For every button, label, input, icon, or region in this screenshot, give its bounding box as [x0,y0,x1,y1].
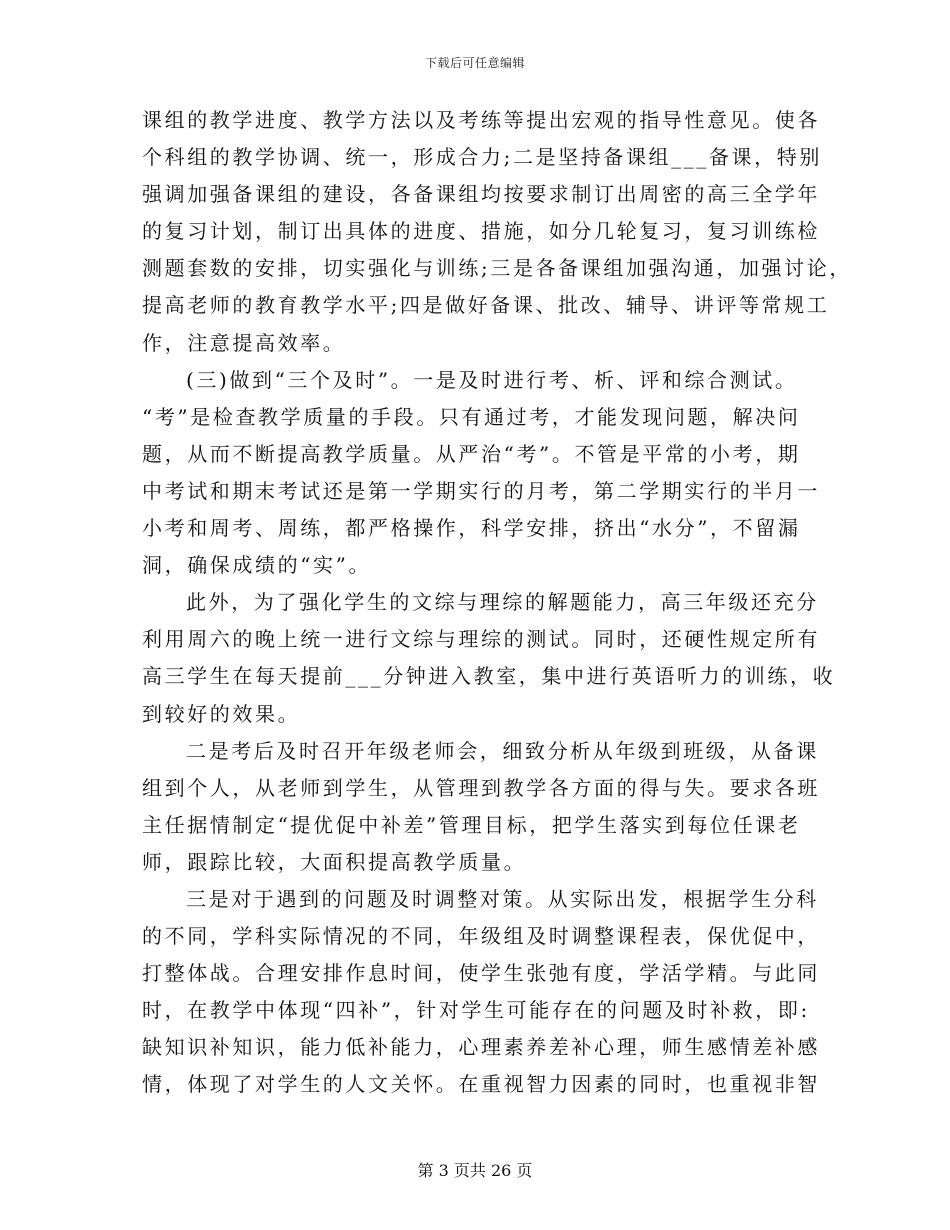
text-line: 高三学生在每天提前___分钟进入教室，集中进行英语听力的训练，收 [142,664,836,689]
text-line: 提高老师的教育教学水平;四是做好备课、批改、辅导、讲评等常规工 [142,293,830,318]
text-line: 作，注意提高效率。 [142,330,346,355]
text-line: 时，在教学中体现“四补”，针对学生可能存在的问题及时补救，即: [142,998,810,1023]
text-line: 中考试和期末考试还是第一学期实行的月考，第二学期实行的半月一 [142,478,820,503]
page-header: 下载后可任意编辑 [424,56,525,70]
body-text [142,102,852,1104]
text-line: 个科组的教学协调、统一，形成合力;二是坚持备课组___备课，特别 [142,145,822,170]
paragraph-start-line: (三)做到“三个及时”。一是及时进行考、析、评和综合测试。 [186,367,798,392]
text-line: 的复习计划，制订出具体的进度、措施，如分几轮复习，复习训练检 [142,219,820,244]
text-line: 打整体战。合理安排作息时间，使学生张弛有度，学活学精。与此同 [142,961,820,986]
text-line: 主任据情制定“提优促中补差”管理目标，把学生落实到每位任课老 [142,812,801,837]
text-line: 情，体现了对学生的人文关怀。在重视智力因素的同时，也重视非智 [142,1072,820,1097]
text-line: 强调加强备课组的建设，各备课组均按要求制订出周密的高三全学年 [142,182,820,207]
text-line: 利用周六的晚上统一进行文综与理综的测试。同时，还硬性规定所有 [142,627,820,652]
text-line: 组到个人，从老师到学生，从管理到教学各方面的得与失。要求各班 [142,775,820,800]
text-line: 师，跟踪比较，大面积提高教学质量。 [142,849,527,874]
text-line: 课组的教学进度、教学方法以及考练等提出宏观的指导性意见。使各 [142,108,820,132]
text-line: “考”是检查教学质量的手段。只有通过考，才能发现问题，解决问 [142,404,801,429]
paragraph-start-line: 三是对于遇到的问题及时调整对策。从实际出发，根据学生分科 [186,886,819,911]
text-line: 小考和周考、周练，都严格操作，科学安排，挤出“水分”，不留漏 [142,516,801,541]
paragraph-start-line: 此外，为了强化学生的文综与理综的解题能力，高三年级还充分 [186,590,819,615]
page-footer: 第 3 页共 26 页 [417,1161,533,1180]
text-line: 测题套数的安排，切实强化与训练;三是各备课组加强沟通，加强讨论， [142,256,852,281]
text-line: 洞，确保成绩的“实”。 [142,553,372,578]
text-line: 到较好的效果。 [142,701,301,726]
text-line: 的不同，学科实际情况的不同，年级组及时调整课程表，保优促中， [142,924,820,949]
text-line: 题，从而不断提高教学质量。从严治“考”。不管是平常的小考，期 [142,441,801,466]
text-line: 缺知识补知识，能力低补能力，心理素养差补心理，师生感情差补感 [142,1035,820,1060]
paragraph-start-line: 二是考后及时召开年级老师会，细致分析从年级到班级，从备课 [186,738,819,763]
